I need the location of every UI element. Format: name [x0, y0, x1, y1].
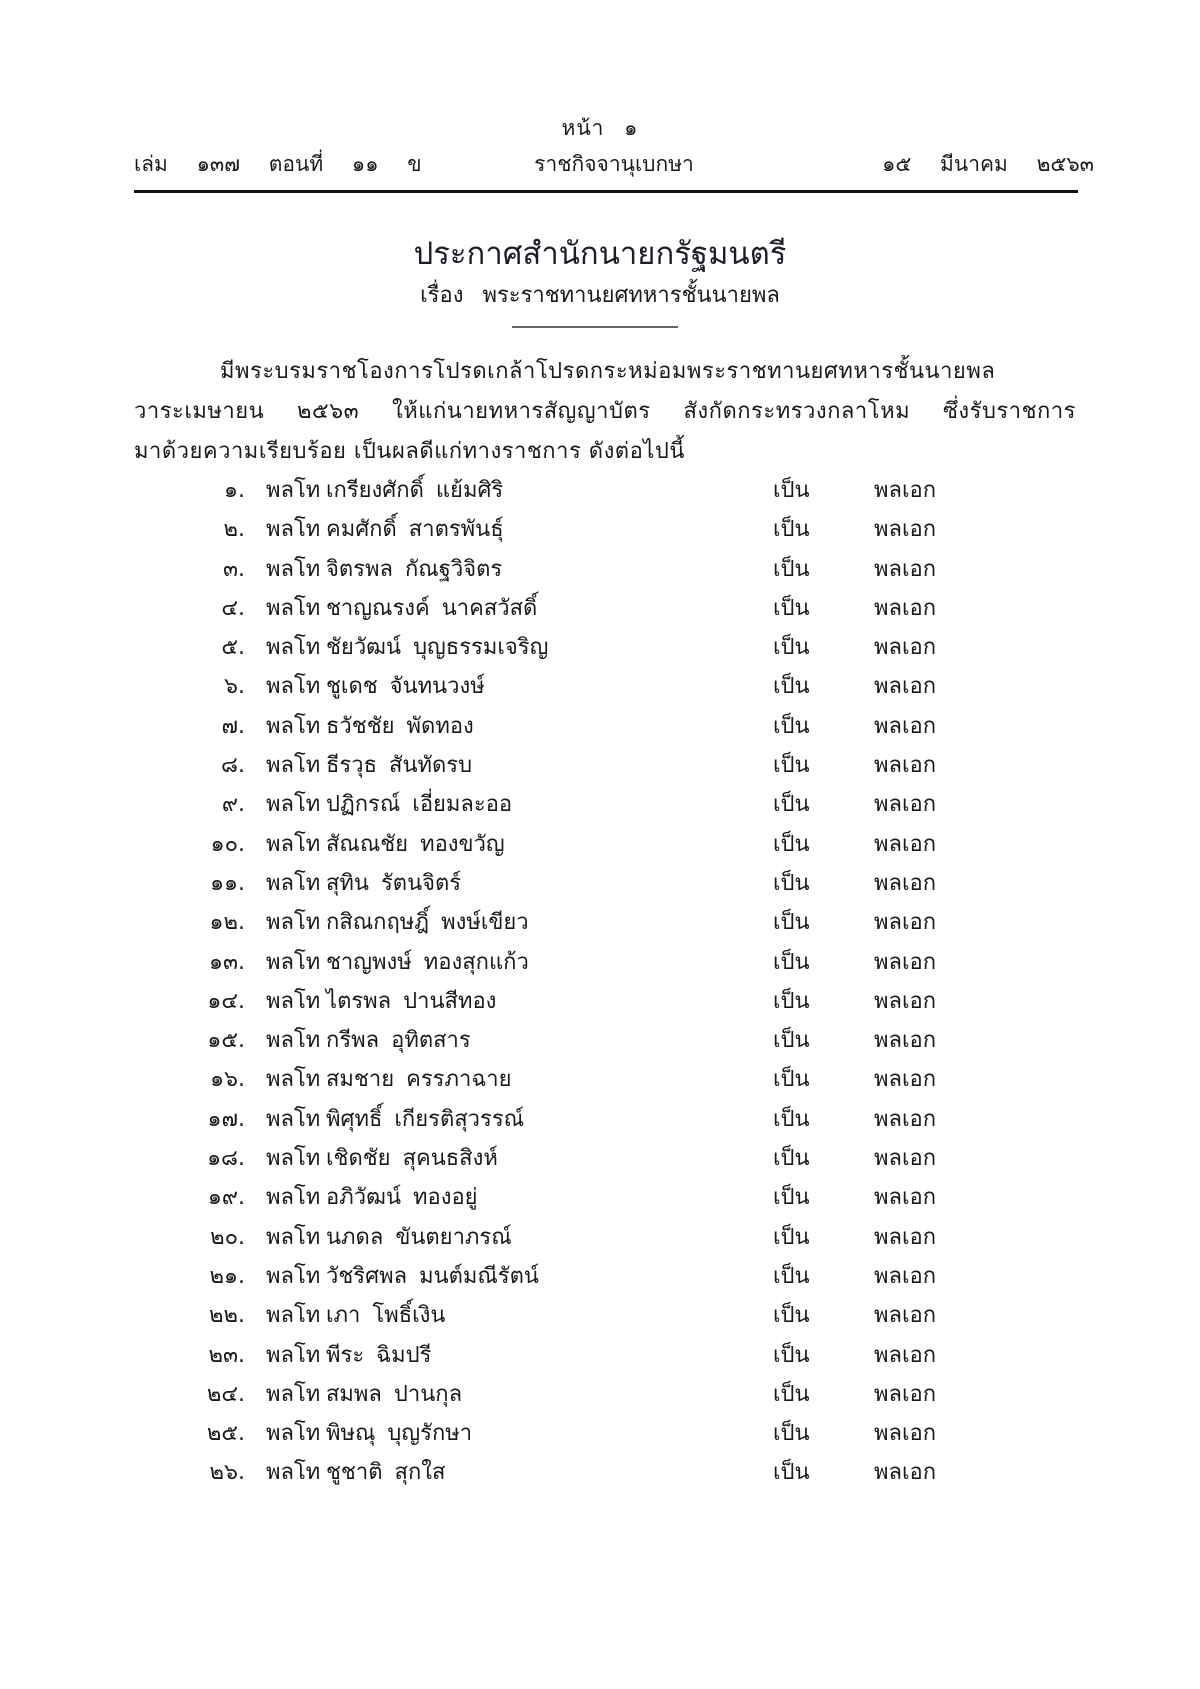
- first-name: สัณณชัย: [326, 831, 409, 857]
- item-number: ๑๗.: [207, 1106, 245, 1132]
- new-rank: พลเอก: [874, 949, 937, 975]
- list-item: [0, 1219, 1200, 1258]
- new-rank: พลเอก: [874, 1224, 937, 1250]
- item-number: ๗.: [221, 713, 245, 739]
- last-name: สันทัดรบ: [389, 753, 473, 779]
- person-name: [326, 629, 548, 664]
- person-name: [326, 1258, 539, 1293]
- be-word: เป็น: [773, 674, 810, 700]
- current-rank: พลโท: [266, 1381, 321, 1407]
- person-name: [326, 1101, 524, 1136]
- current-rank: พลโท: [266, 1342, 321, 1368]
- document-title: ประกาศสำนักนายกรัฐมนตรี: [413, 236, 787, 272]
- list-item: [0, 865, 1200, 904]
- last-name: ครรภาฉาย: [406, 1067, 512, 1093]
- last-name: สาตรพันธุ์: [408, 517, 504, 543]
- item-number: ๒๓.: [208, 1342, 245, 1368]
- person-name: [326, 944, 529, 979]
- item-number: ๒๑.: [209, 1263, 245, 1289]
- list-item: [0, 551, 1200, 590]
- first-name: วัชริศพล: [326, 1263, 408, 1289]
- current-rank: พลโท: [266, 478, 321, 503]
- current-rank: พลโท: [266, 831, 321, 857]
- header-divider: [134, 190, 1078, 193]
- person-name: [326, 904, 529, 939]
- first-name: พิษณุ: [326, 1421, 376, 1447]
- last-name: พงษ์เขียว: [441, 910, 529, 936]
- person-name: [326, 551, 502, 586]
- list-item: [0, 1415, 1200, 1454]
- item-number: ๔.: [221, 595, 245, 621]
- be-word: เป็น: [773, 595, 810, 621]
- new-rank: พลเอก: [874, 556, 937, 582]
- be-word: เป็น: [773, 870, 810, 896]
- be-word: เป็น: [773, 792, 810, 818]
- be-word: เป็น: [773, 556, 810, 582]
- gazette-header: [134, 148, 1094, 182]
- person-name: [326, 1022, 471, 1057]
- first-name: สมชาย: [326, 1067, 395, 1093]
- be-word: เป็น: [773, 910, 810, 936]
- be-word: เป็น: [773, 635, 810, 661]
- list-item: [0, 1454, 1200, 1493]
- new-rank: พลเอก: [874, 753, 937, 779]
- be-word: เป็น: [773, 1342, 810, 1368]
- current-rank: พลโท: [266, 595, 321, 621]
- person-name: [326, 1376, 462, 1411]
- last-name: กัณฐวิจิตร: [404, 556, 503, 582]
- promotion-list: [0, 472, 1200, 1494]
- last-name: เกียรติสุวรรณ์: [394, 1106, 525, 1132]
- item-number: ๙.: [221, 792, 245, 818]
- current-rank: พลโท: [266, 1146, 321, 1172]
- current-rank: พลโท: [266, 792, 321, 818]
- current-rank: พลโท: [266, 1460, 321, 1486]
- new-rank: พลเอก: [874, 674, 937, 700]
- item-number: ๒๖.: [209, 1460, 245, 1486]
- first-name: เกรียงศักดิ์: [326, 478, 424, 503]
- item-number: ๑๔.: [207, 988, 245, 1014]
- last-name: พัดทอง: [406, 713, 474, 739]
- section-label: ตอนที่: [268, 152, 324, 176]
- current-rank: พลโท: [266, 949, 321, 975]
- body-line: มาด้วยความเรียบร้อย เป็นผลดีแก่ทางราชการ ดังต่อไปนี้: [134, 439, 685, 464]
- new-rank: พลเอก: [874, 1303, 937, 1329]
- subject-label: เรื่อง: [420, 283, 464, 308]
- person-name: [326, 786, 512, 821]
- new-rank: พลเอก: [874, 713, 937, 739]
- person-name: [326, 1140, 498, 1175]
- volume-number: ๑๓๗: [196, 152, 241, 176]
- item-number: ๑๘.: [207, 1146, 245, 1172]
- person-name: [326, 865, 461, 900]
- current-rank: พลโท: [266, 988, 321, 1014]
- person-name: [326, 708, 474, 743]
- new-rank: พลเอก: [874, 1028, 937, 1054]
- item-number: ๒.: [223, 517, 245, 543]
- first-name: ชูชาติ: [326, 1460, 383, 1486]
- new-rank: พลเอก: [874, 478, 937, 503]
- new-rank: พลเอก: [874, 870, 937, 896]
- body-line: วาระเมษายน ๒๕๖๓ ให้แก่นายทหารสัญญาบัตร สังกัดกระทรวงกลาโหม ซึ่งรับราชการ: [134, 399, 1076, 424]
- person-name: [326, 747, 472, 782]
- list-item: [0, 747, 1200, 786]
- current-rank: พลโท: [266, 517, 321, 543]
- volume-label: เล่ม: [134, 152, 168, 176]
- item-number: ๑๒.: [209, 910, 245, 936]
- first-name: กสิณกฤษฎิ์: [326, 910, 430, 936]
- last-name: ปานสีทอง: [403, 988, 497, 1014]
- new-rank: พลเอก: [874, 1263, 937, 1289]
- new-rank: พลเอก: [874, 792, 937, 818]
- current-rank: พลโท: [266, 635, 321, 661]
- be-word: เป็น: [773, 1146, 810, 1172]
- item-number: ๑๑.: [210, 870, 245, 896]
- person-name: [326, 511, 504, 546]
- be-word: เป็น: [773, 1185, 810, 1211]
- current-rank: พลโท: [266, 713, 321, 739]
- item-number: ๑๙.: [207, 1185, 245, 1211]
- first-name: ชัยวัฒน์: [326, 635, 402, 661]
- item-number: ๑๕.: [207, 1028, 245, 1054]
- item-number: ๒๔.: [206, 1381, 245, 1407]
- first-name: นภดล: [326, 1224, 384, 1250]
- be-word: เป็น: [773, 753, 810, 779]
- last-name: แย้มศิริ: [435, 478, 504, 503]
- item-number: ๑๐.: [210, 831, 245, 857]
- new-rank: พลเอก: [874, 1185, 937, 1211]
- date-year: ๒๕๖๓: [1036, 152, 1094, 176]
- be-word: เป็น: [773, 988, 810, 1014]
- new-rank: พลเอก: [874, 1460, 937, 1486]
- list-item: [0, 708, 1200, 747]
- list-item: [0, 983, 1200, 1022]
- document-subject: [0, 277, 1200, 312]
- current-rank: พลโท: [266, 753, 321, 779]
- person-name: [326, 1297, 445, 1332]
- item-number: ๑.: [224, 478, 245, 503]
- person-name: [326, 1179, 478, 1214]
- section-number: ๑๑: [351, 152, 379, 176]
- new-rank: พลเอก: [874, 1106, 937, 1132]
- list-item: [0, 1140, 1200, 1179]
- list-item: [0, 1101, 1200, 1140]
- first-name: พิศุทธิ์: [326, 1106, 383, 1132]
- list-item: [0, 590, 1200, 629]
- list-item: [0, 1258, 1200, 1297]
- announcement-body: [134, 352, 1076, 472]
- list-item: [0, 1376, 1200, 1415]
- page-label: หน้า: [561, 116, 605, 140]
- first-name: ชาญพงษ์: [326, 949, 412, 975]
- page-number: [0, 112, 1200, 145]
- first-name: ปฏิกรณ์: [326, 792, 401, 818]
- item-number: ๕.: [221, 635, 245, 661]
- last-name: ปานกุล: [393, 1381, 463, 1407]
- item-number: ๖.: [224, 674, 245, 700]
- new-rank: พลเอก: [874, 1421, 937, 1447]
- list-item: [0, 1179, 1200, 1218]
- last-name: มนต์มณีรัตน์: [419, 1263, 539, 1289]
- list-item: [0, 1337, 1200, 1376]
- last-name: สุกใส: [394, 1460, 446, 1486]
- body-line: มีพระบรมราชโองการโปรดเกล้าโปรดกระหม่อมพระราชทานยศทหารชั้นนายพล: [220, 359, 996, 384]
- current-rank: พลโท: [266, 1263, 321, 1289]
- publication-date: [860, 148, 1094, 181]
- be-word: เป็น: [773, 831, 810, 857]
- current-rank: พลโท: [266, 1421, 321, 1447]
- new-rank: พลเอก: [874, 910, 937, 936]
- list-item: [0, 944, 1200, 983]
- list-item: [0, 1022, 1200, 1061]
- first-name: ธวัชชัย: [326, 713, 395, 739]
- first-name: ชาญณรงค์: [326, 595, 430, 621]
- last-name: ทองสุกแก้ว: [423, 949, 529, 975]
- be-word: เป็น: [773, 1421, 810, 1447]
- current-rank: พลโท: [266, 674, 321, 700]
- new-rank: พลเอก: [874, 988, 937, 1014]
- person-name: [326, 1415, 472, 1450]
- person-name: [326, 1337, 431, 1372]
- page-number-value: ๑: [624, 116, 639, 140]
- be-word: เป็น: [773, 949, 810, 975]
- last-name: ทองอยู่: [412, 1185, 478, 1211]
- last-name: เอี่ยมละออ: [412, 792, 513, 818]
- be-word: เป็น: [773, 1263, 810, 1289]
- list-item: [0, 472, 1200, 511]
- first-name: ชูเดช: [326, 674, 378, 700]
- item-number: ๒๐.: [210, 1224, 245, 1250]
- first-name: สุทิน: [326, 870, 369, 896]
- current-rank: พลโท: [266, 910, 321, 936]
- be-word: เป็น: [773, 1028, 810, 1054]
- current-rank: พลโท: [266, 1067, 321, 1093]
- last-name: นาคสวัสดิ์: [441, 595, 538, 621]
- publication-name: ราชกิจจานุเบกษา: [534, 152, 694, 176]
- list-item: [0, 1297, 1200, 1336]
- new-rank: พลเอก: [874, 635, 937, 661]
- new-rank: พลเอก: [874, 1342, 937, 1368]
- be-word: เป็น: [773, 1106, 810, 1132]
- last-name: รัตนจิตร์: [380, 870, 462, 896]
- last-name: บุญรักษา: [387, 1421, 473, 1447]
- be-word: เป็น: [773, 1381, 810, 1407]
- person-name: [326, 1454, 445, 1489]
- first-name: พีระ: [326, 1342, 365, 1368]
- person-name: [326, 472, 503, 507]
- subject-text: พระราชทานยศทหารชั้นนายพล: [482, 283, 780, 308]
- first-name: คมศักดิ์: [326, 517, 397, 543]
- list-item: [0, 1061, 1200, 1100]
- be-word: เป็น: [773, 1067, 810, 1093]
- first-name: สมพล: [326, 1381, 382, 1407]
- current-rank: พลโท: [266, 556, 321, 582]
- last-name: จันทนวงษ์: [389, 674, 485, 700]
- new-rank: พลเอก: [874, 595, 937, 621]
- new-rank: พลเอก: [874, 1146, 937, 1172]
- first-name: เชิดชัย: [326, 1146, 391, 1172]
- last-name: โพธิ์เงิน: [372, 1303, 446, 1329]
- list-item: [0, 826, 1200, 865]
- be-word: เป็น: [773, 517, 810, 543]
- last-name: อุทิตสาร: [391, 1028, 471, 1054]
- new-rank: พลเอก: [874, 831, 937, 857]
- current-rank: พลโท: [266, 1185, 321, 1211]
- list-item: [0, 629, 1200, 668]
- be-word: เป็น: [773, 713, 810, 739]
- item-number: ๑๖.: [210, 1067, 245, 1093]
- last-name: สุคนธสิงห์: [402, 1146, 498, 1172]
- new-rank: พลเอก: [874, 517, 937, 543]
- list-item: [0, 511, 1200, 550]
- first-name: กรีพล: [326, 1028, 380, 1054]
- list-item: [0, 668, 1200, 707]
- person-name: [326, 590, 537, 625]
- current-rank: พลโท: [266, 1303, 321, 1329]
- person-name: [326, 1219, 512, 1254]
- new-rank: พลเอก: [874, 1067, 937, 1093]
- section-type: ข: [407, 152, 422, 176]
- first-name: เภา: [326, 1303, 361, 1329]
- item-number: ๒๕.: [206, 1421, 245, 1447]
- first-name: อภิวัฒน์: [326, 1185, 401, 1211]
- last-name: ฉิมปรี: [376, 1342, 432, 1368]
- item-number: ๑๓.: [209, 949, 245, 975]
- current-rank: พลโท: [266, 1028, 321, 1054]
- person-name: [326, 668, 485, 703]
- be-word: เป็น: [773, 1460, 810, 1486]
- first-name: จิตรพล: [326, 556, 393, 582]
- last-name: ทองขวัญ: [420, 831, 505, 857]
- last-name: ขันตยาภรณ์: [395, 1224, 512, 1250]
- be-word: เป็น: [773, 1224, 810, 1250]
- last-name: บุญธรรมเจริญ: [413, 635, 549, 661]
- item-number: ๓.: [222, 556, 245, 582]
- new-rank: พลเอก: [874, 1381, 937, 1407]
- person-name: [326, 1061, 512, 1096]
- list-item: [0, 904, 1200, 943]
- list-item: [0, 786, 1200, 825]
- item-number: ๒๒.: [209, 1303, 245, 1329]
- date-day: ๑๕: [882, 152, 912, 176]
- title-divider: [512, 326, 678, 328]
- date-month: มีนาคม: [940, 152, 1008, 176]
- first-name: ไตรพล: [326, 988, 392, 1014]
- item-number: ๘.: [221, 753, 245, 779]
- be-word: เป็น: [773, 478, 810, 503]
- person-name: [326, 826, 505, 861]
- first-name: ธีรวุธ: [326, 753, 378, 779]
- current-rank: พลโท: [266, 1224, 321, 1250]
- current-rank: พลโท: [266, 1106, 321, 1132]
- be-word: เป็น: [773, 1303, 810, 1329]
- person-name: [326, 983, 496, 1018]
- current-rank: พลโท: [266, 870, 321, 896]
